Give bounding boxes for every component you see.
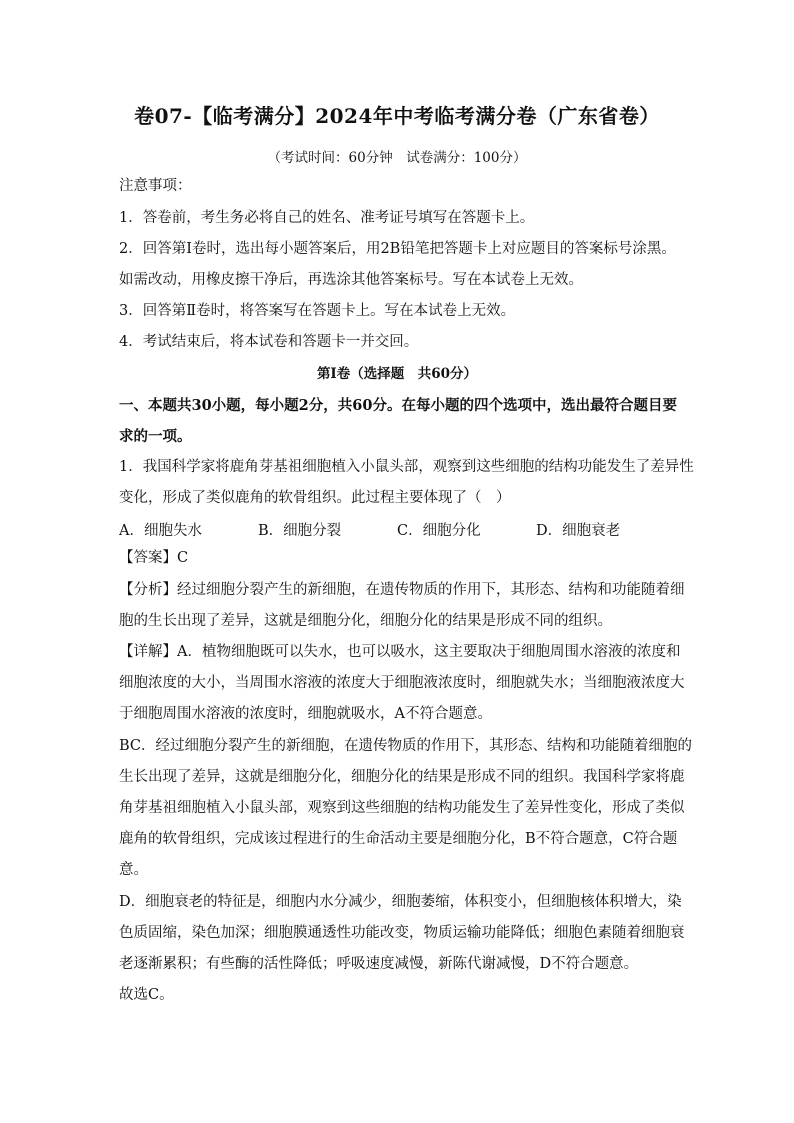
analysis-line: 【分析】经过细胞分裂产生的新细胞，在遗传物质的作用下，其形态、结构和功能随着细: [119, 582, 685, 598]
exam-info: （考试时间：60分钟 试卷满分：100分）: [267, 150, 527, 166]
section-instruction: 求的一项。: [119, 428, 192, 445]
notice-heading: 注意事项：: [119, 178, 192, 194]
conclusion-line: 故选C。: [119, 987, 174, 1003]
detail-line: 鹿角的软骨组织，完成该过程进行的生命活动主要是细胞分化，B不符合题意，C符合题: [119, 831, 678, 847]
detail-line: 老逐渐累积；有些酶的活性降低；呼吸速度减慢，新陈代谢减慢，D不符合题意。: [119, 956, 639, 972]
question-stem: 变化，形成了类似鹿角的软骨组织。此过程主要体现了（ ）: [119, 490, 511, 506]
answer-line: 【答案】C: [119, 550, 189, 566]
analysis-line: 胞的生长出现了差异，这就是细胞分化，细胞分化的结果是形成不同的组织。: [119, 613, 612, 629]
notice-item: 2．回答第Ⅰ卷时，选出每小题答案后，用2B铅笔把答题卡上对应题目的答案标号涂黑。: [119, 241, 676, 257]
notice-item: 如需改动，用橡皮擦干净后，再选涂其他答案标号。写在本试卷上无效。: [119, 272, 583, 288]
option-c: C．细胞分化: [397, 523, 481, 539]
option-d: D．细胞衰老: [536, 523, 621, 539]
section-title: 第Ⅰ卷（选择题 共60分）: [316, 366, 478, 382]
detail-line: 细胞浓度的大小，当周围水溶液的浓度大于细胞液浓度时，细胞就失水；当细胞液浓度大: [119, 675, 685, 691]
detail-line: 角芽基祖细胞植入小鼠头部，观察到这些细胞的结构功能发生了差异性变化，形成了类似: [119, 800, 685, 816]
section-instruction: 一、本题共30小题，每小题2分，共60分。在每小题的四个选项中，选出最符合题目要: [119, 397, 677, 414]
notice-item: 4．考试结束后，将本试卷和答题卡一并交回。: [119, 334, 419, 350]
detail-line: 生长出现了差异，这就是细胞分化，细胞分化的结果是形成不同的组织。我国科学家将鹿: [119, 769, 685, 785]
detail-line: 色质固缩，染色加深；细胞膜通透性功能改变，物质运输功能降低；细胞色素随着细胞衰: [119, 925, 685, 941]
detail-line: D．细胞衰老的特征是，细胞内水分减少，细胞萎缩，体积变小，但细胞核体积增大，染: [119, 894, 682, 910]
notice-item: 1．答卷前，考生务必将自己的姓名、准考证号填写在答题卡上。: [119, 210, 535, 226]
detail-line: 【详解】A．植物细胞既可以失水，也可以吸水，这主要取决于细胞周围水溶液的浓度和: [119, 644, 681, 660]
detail-line: 意。: [119, 862, 148, 878]
detail-line: 于细胞周围水溶液的浓度时，细胞就吸水，A不符合题意。: [119, 706, 492, 722]
option-a: A．细胞失水: [119, 523, 202, 539]
notice-item: 3．回答第Ⅱ卷时，将答案写在答题卡上。写在本试卷上无效。: [119, 303, 516, 319]
option-b: B．细胞分裂: [258, 523, 342, 539]
detail-line: BC．经过细胞分裂产生的新细胞，在遗传物质的作用下，其形态、结构和功能随着细胞的: [119, 738, 693, 754]
page-title: 卷07-【临考满分】2024年中考临考满分卷（广东省卷）: [134, 104, 660, 128]
question-stem: 1．我国科学家将鹿角芽基祖细胞植入小鼠头部，观察到这些细胞的结构功能发生了差异性: [119, 459, 694, 475]
